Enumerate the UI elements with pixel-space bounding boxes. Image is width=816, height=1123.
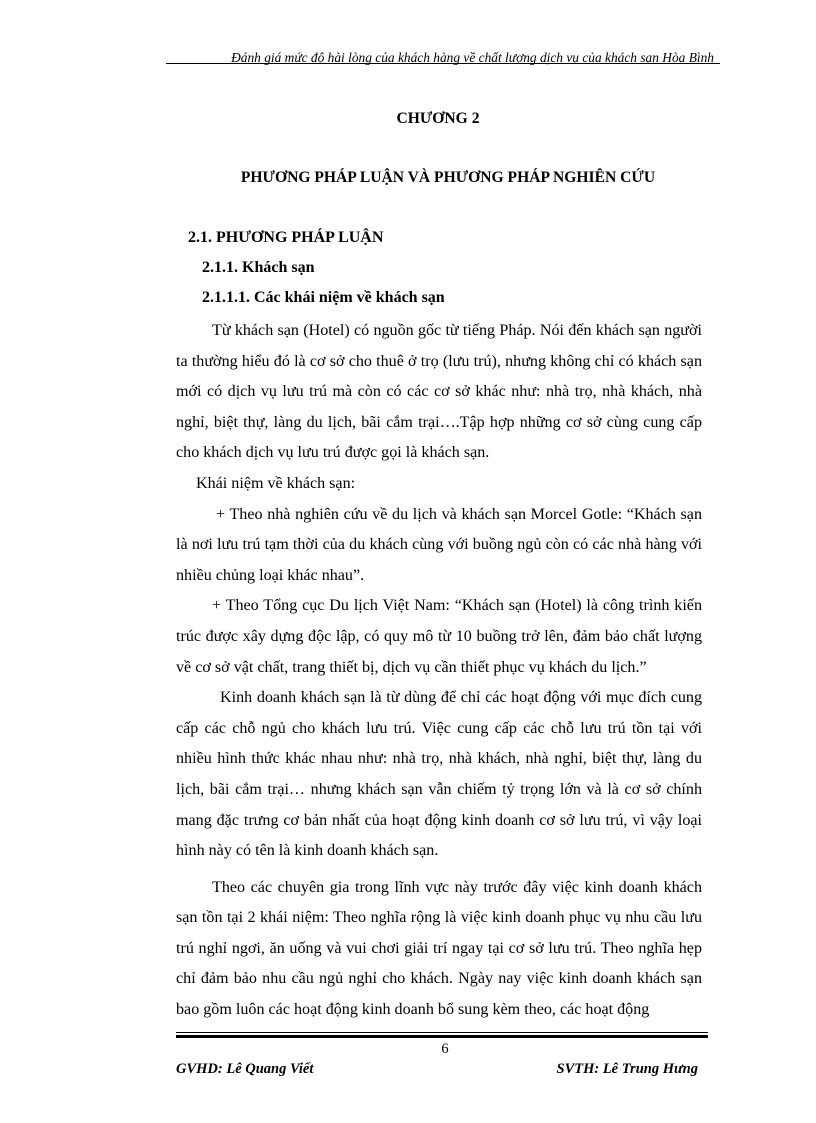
- paragraph-concept-intro: Khái niệm về khách sạn:: [196, 474, 356, 492]
- paragraph-hotel-origin: Từ khách sạn (Hotel) có nguồn gốc từ tiếng Pháp. Nói đến khách sạn người ta thường hiểu đó là cơ sở cho thuê ở trọ (lưu trú), nhưng không chỉ có khách sạn mới có dịch vụ lưu trú mà còn có các cơ sở khác như: nhà trọ, nhà khách, nhà nghỉ, biệt thự, làng du lịch, bãi cắm trại….Tập hợp những cơ sở cùng cung cấp cho khách dịch vụ lưu trú được gọi là khách sạn.: [176, 322, 702, 462]
- page-number: 6: [441, 1041, 449, 1057]
- chapter-title: PHƯƠNG PHÁP LUẬN VÀ PHƯƠNG PHÁP NGHIÊN CỨU: [240, 169, 656, 186]
- footer-advisor: GVHD: Lê Quang Viết: [176, 1061, 314, 1077]
- paragraph-gotle-definition: + Theo nhà nghiên cứu về du lịch và khách sạn Morcel Gotle: “Khách sạn là nơi lưu trú tạm thời của du khách cùng với buồng ngủ còn có các nhà hàng với nhiều chủng loại khác nhau”.: [176, 505, 702, 584]
- subsubsection-heading: 2.1.1.1. Các khái niệm về khách sạn: [202, 289, 445, 306]
- header-rule: [166, 63, 720, 64]
- paragraph-hotel-business: Kinh doanh khách sạn là từ dùng để chỉ các hoạt động với mục đích cung cấp các chỗ ngủ cho khách lưu trú. Việc cung cấp các chỗ lưu trú tồn tại với nhiều hình thức khác nhau như: nhà trọ, nhà khách, nhà nghỉ, biệt thự, làng du lịch, bãi cắm trại… nhưng khách sạn vẫn chiếm tỷ trọng lớn và là cơ sở chính mang đặc trưng cơ bản nhất của hoạt động kinh doanh cơ sở lưu trú, vì vậy loại hình này có tên là kinh doanh khách sạn.: [176, 689, 702, 860]
- running-header: Đánh giá mức độ hài lòng của khách hàng về chất lượng dịch vụ của khách sạn Hòa Bình: [231, 50, 714, 65]
- body-text: [176, 316, 702, 1026]
- paragraph-tourism-definition: + Theo Tổng cục Du lịch Việt Nam: “Khách sạn (Hotel) là công trình kiến trúc được xây dựng độc lập, có quy mô từ 10 buồng trở lên, đảm bảo chất lượng về cơ sở vật chất, trang thiết bị, dịch vụ cần thiết phục vụ khách du lịch.”: [176, 597, 702, 676]
- paragraph-expert-views: Theo các chuyên gia trong lĩnh vực này trước đây việc kinh doanh khách sạn tồn tại 2 khái niệm: Theo nghĩa rộng là việc kinh doanh phục vụ nhu cầu lưu trú nghỉ ngơi, ăn uống và vui chơi giải trí ngay tại cơ sở lưu trú. Theo nghĩa hẹp chỉ đảm bảo nhu cầu ngủ nghỉ cho khách. Ngày nay việc kinh doanh khách sạn bao gồm luôn các hoạt động kinh doanh bổ sung kèm theo, các hoạt động: [176, 878, 702, 1019]
- footer-student: SVTH: Lê Trung Hưng: [556, 1061, 698, 1077]
- subsection-heading: 2.1.1. Khách sạn: [202, 259, 315, 276]
- chapter-label: CHƯƠNG 2: [396, 110, 480, 127]
- footer-rule-thick: [176, 1035, 708, 1038]
- footer-rule-thin: [176, 1032, 708, 1033]
- section-heading: 2.1. PHƯƠNG PHÁP LUẬN: [188, 229, 384, 246]
